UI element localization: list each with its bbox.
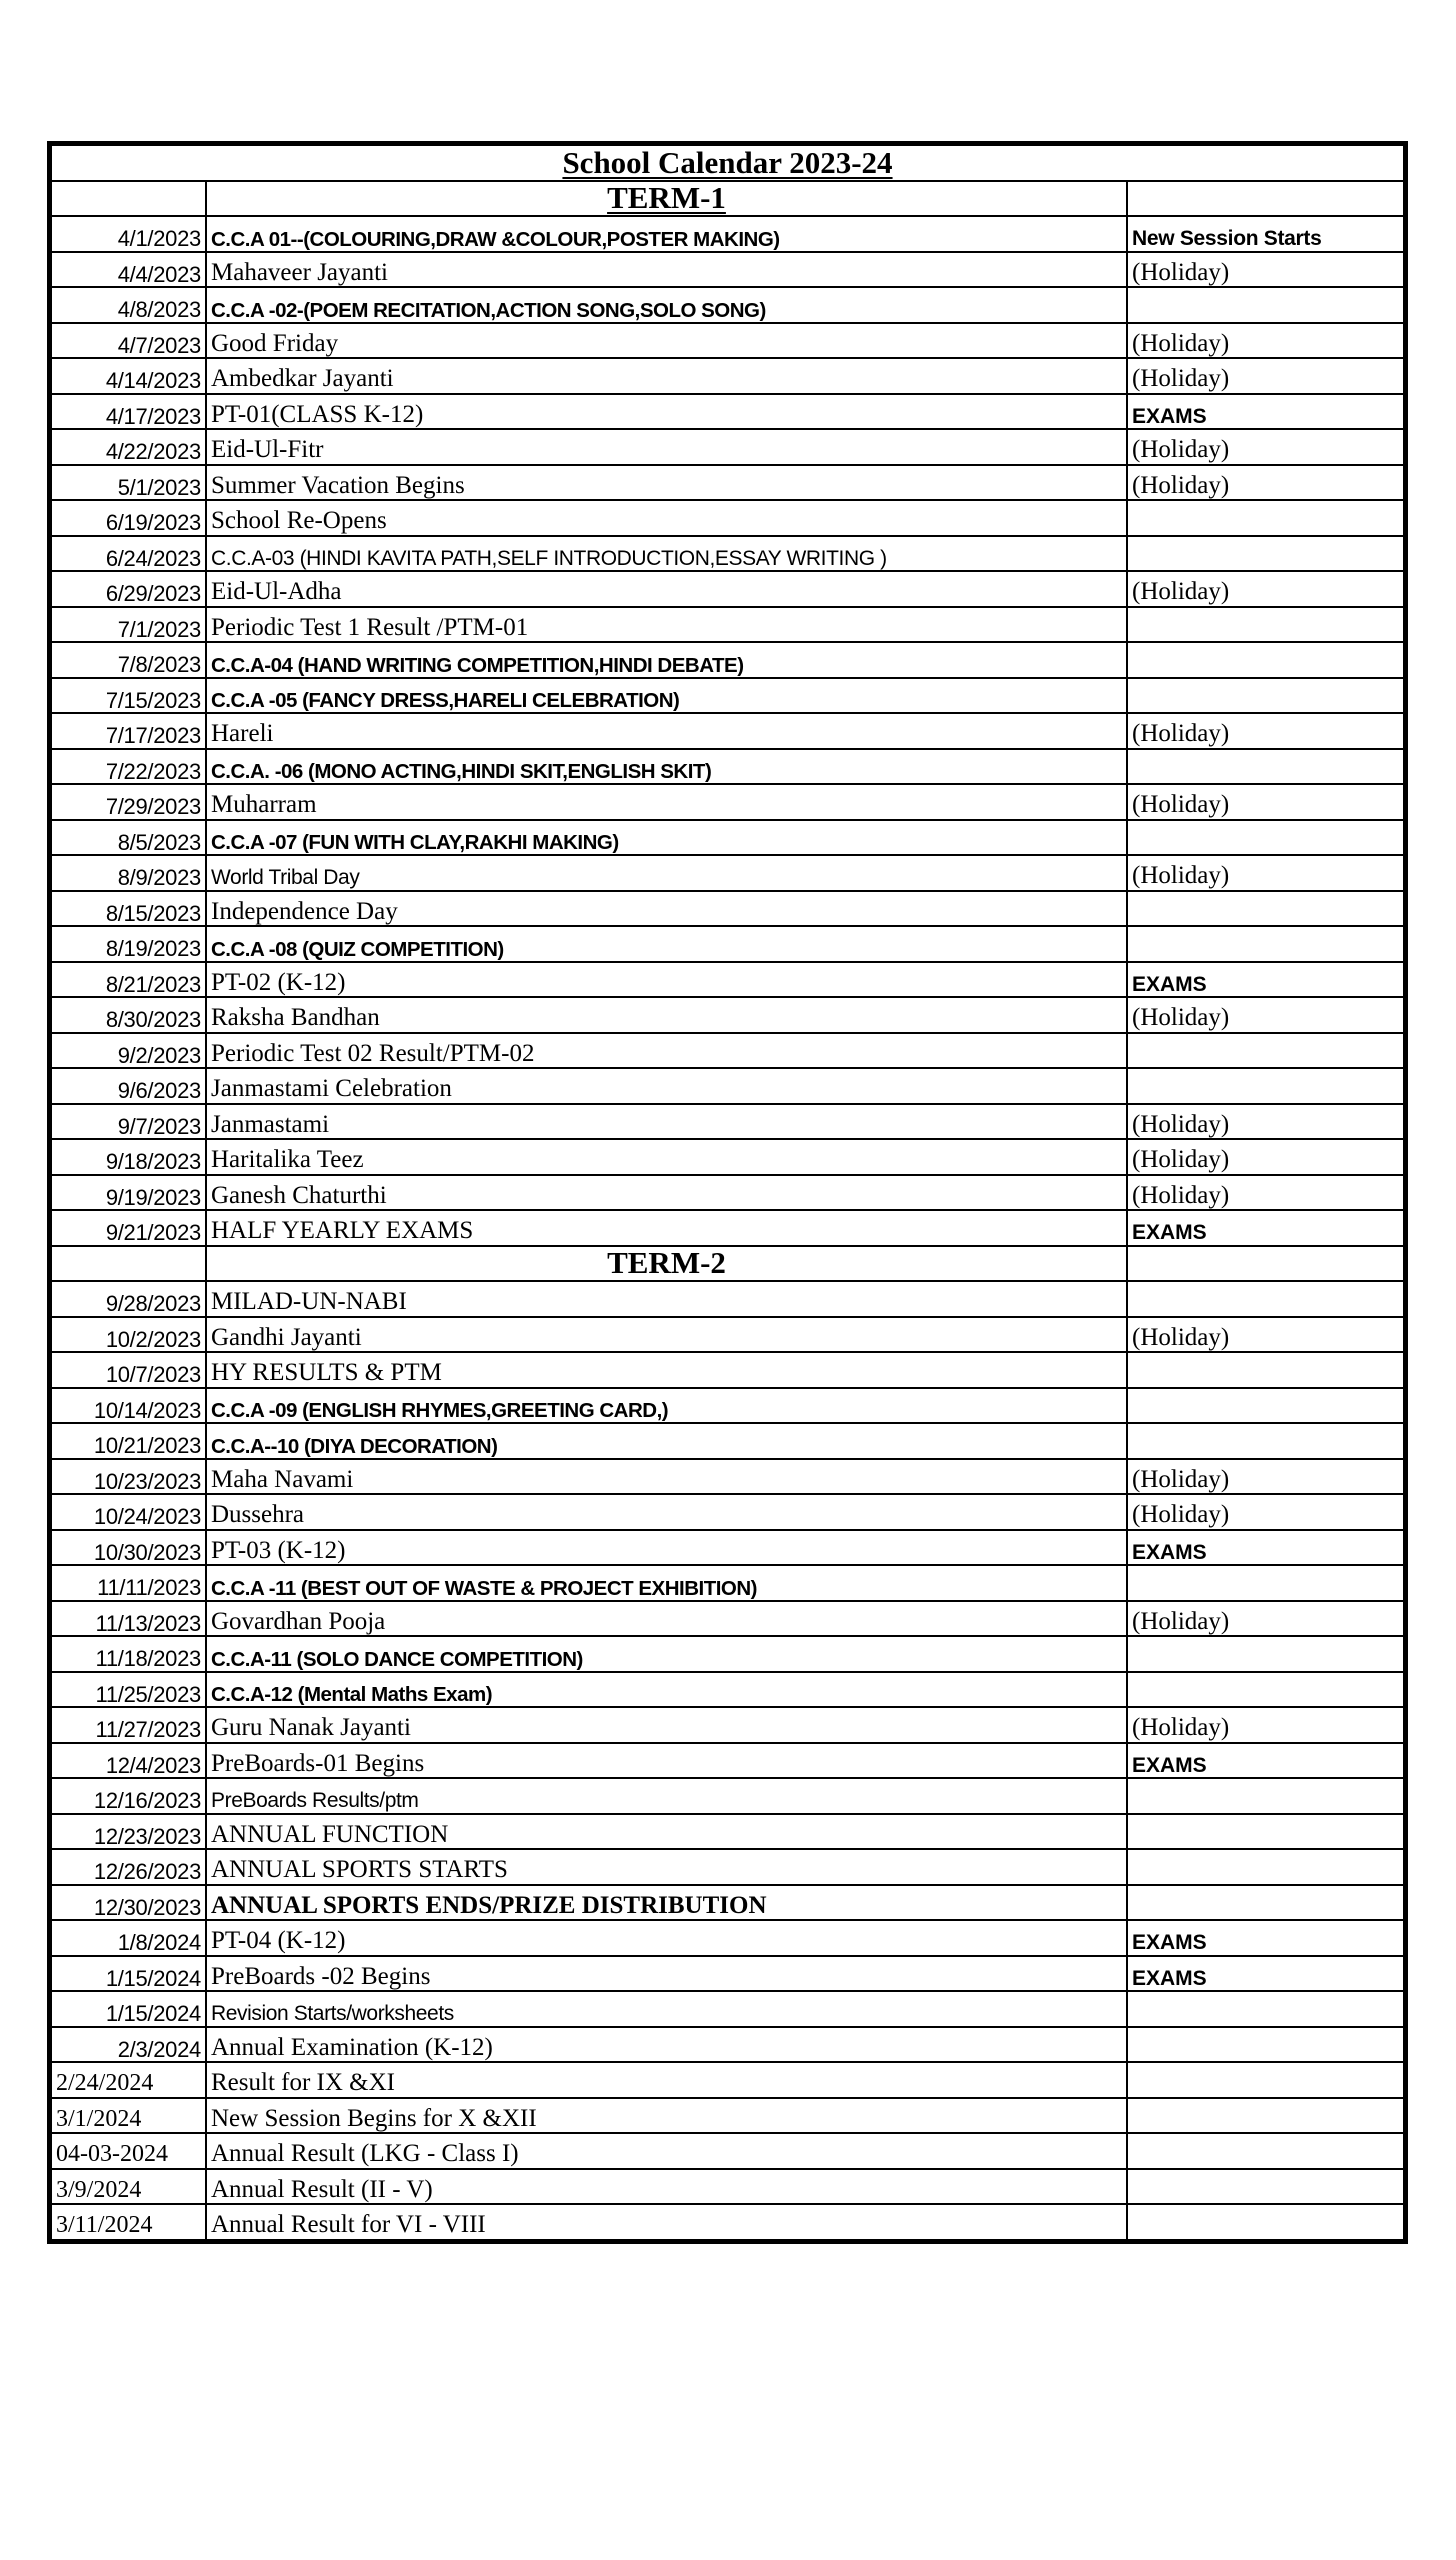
event-description: PreBoards Results/ptm — [206, 1778, 1127, 1814]
holiday-label: (Holiday) — [1127, 855, 1404, 891]
event-date: 1/15/2024 — [51, 1956, 206, 1992]
event-date: 4/14/2023 — [51, 358, 206, 394]
calendar-title-cell — [51, 145, 1404, 181]
event-date: 12/30/2023 — [51, 1885, 206, 1921]
holiday-label: (Holiday) — [1127, 713, 1404, 749]
exams-label: EXAMS — [1127, 1210, 1404, 1246]
event-date: 4/22/2023 — [51, 429, 206, 465]
title-row — [51, 145, 1404, 181]
exams-label: EXAMS — [1127, 962, 1404, 998]
event-description: C.C.A-04 (HAND WRITING COMPETITION,HINDI DEBATE) — [206, 642, 1127, 678]
calendar-row — [51, 1956, 1404, 1992]
event-date: 8/5/2023 — [51, 820, 206, 856]
note-cell — [1127, 820, 1404, 856]
calendar-row — [51, 500, 1404, 536]
note-cell — [1127, 287, 1404, 323]
calendar-row — [51, 1849, 1404, 1885]
calendar-row — [51, 2027, 1404, 2063]
event-date: 11/25/2023 — [51, 1672, 206, 1708]
event-description: Hareli — [206, 713, 1127, 749]
event-date: 2/3/2024 — [51, 2027, 206, 2063]
calendar-row — [51, 2204, 1404, 2240]
event-description: Independence Day — [206, 891, 1127, 927]
event-date: 8/19/2023 — [51, 926, 206, 962]
event-date: 10/7/2023 — [51, 1352, 206, 1388]
calendar-row — [51, 607, 1404, 643]
holiday-label: (Holiday) — [1127, 1104, 1404, 1140]
event-description: C.C.A -02-(POEM RECITATION,ACTION SONG,SOLO SONG) — [206, 287, 1127, 323]
event-date: 9/7/2023 — [51, 1104, 206, 1140]
note-cell — [1127, 1849, 1404, 1885]
event-date: 9/21/2023 — [51, 1210, 206, 1246]
calendar-row — [51, 2098, 1404, 2134]
calendar-row — [51, 1991, 1404, 2027]
event-date: 04-03-2024 — [51, 2133, 206, 2169]
calendar-row — [51, 1388, 1404, 1424]
event-description: PT-02 (K-12) — [206, 962, 1127, 998]
calendar-row — [51, 287, 1404, 323]
calendar-row — [51, 678, 1404, 714]
note-cell — [1127, 2204, 1404, 2240]
event-description: Maha Navami — [206, 1459, 1127, 1495]
event-description: Annual Result for VI - VIII — [206, 2204, 1127, 2240]
event-date: 4/8/2023 — [51, 287, 206, 323]
event-description: New Session Begins for X &XII — [206, 2098, 1127, 2134]
note-cell — [1127, 536, 1404, 572]
calendar-row — [51, 1636, 1404, 1672]
event-description: Annual Result (LKG - Class I) — [206, 2133, 1127, 2169]
event-description: Eid-Ul-Fitr — [206, 429, 1127, 465]
note-cell — [1127, 1778, 1404, 1814]
note-cell — [1127, 2133, 1404, 2169]
event-description: MILAD-UN-NABI — [206, 1281, 1127, 1317]
note-cell — [1127, 2098, 1404, 2134]
event-description: C.C.A--10 (DIYA DECORATION) — [206, 1423, 1127, 1459]
event-description: HALF YEARLY EXAMS — [206, 1210, 1127, 1246]
calendar-row — [51, 1281, 1404, 1317]
calendar-row — [51, 1104, 1404, 1140]
calendar-row — [51, 1423, 1404, 1459]
holiday-label: (Holiday) — [1127, 571, 1404, 607]
event-date: 5/1/2023 — [51, 465, 206, 501]
exams-label: EXAMS — [1127, 1530, 1404, 1566]
term-date-cell — [51, 181, 206, 217]
event-date: 7/1/2023 — [51, 607, 206, 643]
term-label-cell — [206, 1246, 1127, 1282]
holiday-label: (Holiday) — [1127, 1494, 1404, 1530]
holiday-label: (Holiday) — [1127, 429, 1404, 465]
event-date: 4/1/2023 — [51, 216, 206, 252]
calendar-row — [51, 1672, 1404, 1708]
event-description: C.C.A -09 (ENGLISH RHYMES,GREETING CARD,) — [206, 1388, 1127, 1424]
event-date: 10/14/2023 — [51, 1388, 206, 1424]
event-date: 3/1/2024 — [51, 2098, 206, 2134]
event-description: Annual Examination (K-12) — [206, 2027, 1127, 2063]
note-cell — [1127, 500, 1404, 536]
note-cell — [1127, 1068, 1404, 1104]
note-cell — [1127, 678, 1404, 714]
event-description: C.C.A -11 (BEST OUT OF WASTE & PROJECT EXHIBITION) — [206, 1565, 1127, 1601]
event-date: 4/17/2023 — [51, 394, 206, 430]
event-description: C.C.A-03 (HINDI KAVITA PATH,SELF INTRODUCTION,ESSAY WRITING ) — [206, 536, 1127, 572]
school-calendar-sheet — [47, 141, 1408, 2244]
note-cell — [1127, 1636, 1404, 1672]
event-date: 8/30/2023 — [51, 997, 206, 1033]
calendar-row — [51, 465, 1404, 501]
event-date: 9/2/2023 — [51, 1033, 206, 1069]
calendar-row — [51, 1601, 1404, 1637]
calendar-row — [51, 926, 1404, 962]
term-label: TERM-1 — [607, 180, 726, 216]
event-description: C.C.A-11 (SOLO DANCE COMPETITION) — [206, 1636, 1127, 1672]
calendar-row — [51, 1210, 1404, 1246]
term-label-cell — [206, 181, 1127, 217]
calendar-row — [51, 358, 1404, 394]
note-cell — [1127, 926, 1404, 962]
event-description: ANNUAL SPORTS ENDS/PRIZE DISTRIBUTION — [206, 1885, 1127, 1921]
calendar-row — [51, 536, 1404, 572]
calendar-row — [51, 2169, 1404, 2205]
note-cell — [1127, 2027, 1404, 2063]
holiday-label: (Holiday) — [1127, 1601, 1404, 1637]
event-description: HY RESULTS & PTM — [206, 1352, 1127, 1388]
event-date: 8/15/2023 — [51, 891, 206, 927]
holiday-label: (Holiday) — [1127, 1317, 1404, 1353]
calendar-row — [51, 713, 1404, 749]
calendar-row — [51, 1707, 1404, 1743]
event-date: 6/19/2023 — [51, 500, 206, 536]
term-date-cell — [51, 1246, 206, 1282]
note-cell — [1127, 1352, 1404, 1388]
event-date: 10/30/2023 — [51, 1530, 206, 1566]
term-note-cell — [1127, 1246, 1404, 1282]
calendar-row — [51, 571, 1404, 607]
event-description: C.C.A -07 (FUN WITH CLAY,RAKHI MAKING) — [206, 820, 1127, 856]
event-description: PT-04 (K-12) — [206, 1920, 1127, 1956]
event-description: C.C.A -08 (QUIZ COMPETITION) — [206, 926, 1127, 962]
calendar-row — [51, 749, 1404, 785]
exams-label: EXAMS — [1127, 394, 1404, 430]
event-date: 3/11/2024 — [51, 2204, 206, 2240]
event-date: 10/2/2023 — [51, 1317, 206, 1353]
event-description: ANNUAL SPORTS STARTS — [206, 1849, 1127, 1885]
event-description: Annual Result (II - V) — [206, 2169, 1127, 2205]
event-description: Ganesh Chaturthi — [206, 1175, 1127, 1211]
holiday-label: (Holiday) — [1127, 1707, 1404, 1743]
calendar-row — [51, 1352, 1404, 1388]
event-description: C.C.A-12 (Mental Maths Exam) — [206, 1672, 1127, 1708]
event-description: PreBoards-01 Begins — [206, 1743, 1127, 1779]
note-cell — [1127, 1565, 1404, 1601]
holiday-label: (Holiday) — [1127, 1459, 1404, 1495]
event-date: 10/24/2023 — [51, 1494, 206, 1530]
event-description: Muharram — [206, 784, 1127, 820]
calendar-row — [51, 323, 1404, 359]
calendar-row — [51, 1139, 1404, 1175]
calendar-row — [51, 1068, 1404, 1104]
event-description: Summer Vacation Begins — [206, 465, 1127, 501]
event-description: ANNUAL FUNCTION — [206, 1814, 1127, 1850]
note-cell — [1127, 1033, 1404, 1069]
event-date: 6/24/2023 — [51, 536, 206, 572]
term-header-row — [51, 1246, 1404, 1282]
calendar-row — [51, 429, 1404, 465]
calendar-title: School Calendar 2023-24 — [562, 145, 893, 180]
event-date: 11/27/2023 — [51, 1707, 206, 1743]
event-description: C.C.A -05 (FANCY DRESS,HARELI CELEBRATION) — [206, 678, 1127, 714]
calendar-row — [51, 891, 1404, 927]
calendar-row — [51, 997, 1404, 1033]
calendar-row — [51, 1530, 1404, 1566]
event-date: 7/17/2023 — [51, 713, 206, 749]
event-description: Eid-Ul-Adha — [206, 571, 1127, 607]
event-description: Raksha Bandhan — [206, 997, 1127, 1033]
event-description: Janmastami — [206, 1104, 1127, 1140]
event-date: 7/8/2023 — [51, 642, 206, 678]
holiday-label: (Holiday) — [1127, 784, 1404, 820]
event-date: 7/29/2023 — [51, 784, 206, 820]
calendar-row — [51, 1885, 1404, 1921]
event-description: Gandhi Jayanti — [206, 1317, 1127, 1353]
holiday-label: (Holiday) — [1127, 323, 1404, 359]
exams-label: EXAMS — [1127, 1920, 1404, 1956]
term-header-row — [51, 181, 1404, 217]
event-description: Haritalika Teez — [206, 1139, 1127, 1175]
event-description: School Re-Opens — [206, 500, 1127, 536]
event-date: 7/15/2023 — [51, 678, 206, 714]
exams-label: EXAMS — [1127, 1956, 1404, 1992]
event-description: Dussehra — [206, 1494, 1127, 1530]
holiday-label: (Holiday) — [1127, 997, 1404, 1033]
event-description: Ambedkar Jayanti — [206, 358, 1127, 394]
event-date: 12/26/2023 — [51, 1849, 206, 1885]
event-date: 4/4/2023 — [51, 252, 206, 288]
calendar-row — [51, 1565, 1404, 1601]
event-date: 3/9/2024 — [51, 2169, 206, 2205]
note-cell — [1127, 1388, 1404, 1424]
calendar-row — [51, 962, 1404, 998]
note-cell — [1127, 1991, 1404, 2027]
calendar-row — [51, 1459, 1404, 1495]
note-cell — [1127, 1814, 1404, 1850]
event-date: 9/28/2023 — [51, 1281, 206, 1317]
note-cell — [1127, 642, 1404, 678]
event-description: PreBoards -02 Begins — [206, 1956, 1127, 1992]
calendar-row — [51, 2133, 1404, 2169]
holiday-label: (Holiday) — [1127, 465, 1404, 501]
calendar-row — [51, 216, 1404, 252]
holiday-label: (Holiday) — [1127, 1175, 1404, 1211]
event-date: 8/9/2023 — [51, 855, 206, 891]
calendar-row — [51, 820, 1404, 856]
calendar-row — [51, 1033, 1404, 1069]
calendar-table — [50, 144, 1405, 2241]
event-date: 9/6/2023 — [51, 1068, 206, 1104]
event-date: 10/23/2023 — [51, 1459, 206, 1495]
note-cell — [1127, 1672, 1404, 1708]
note-cell — [1127, 607, 1404, 643]
calendar-row — [51, 394, 1404, 430]
calendar-row — [51, 2062, 1404, 2098]
event-description: Result for IX &XI — [206, 2062, 1127, 2098]
event-date: 7/22/2023 — [51, 749, 206, 785]
session-label: New Session Starts — [1127, 216, 1404, 252]
event-description: Govardhan Pooja — [206, 1601, 1127, 1637]
note-cell — [1127, 2169, 1404, 2205]
event-date: 8/21/2023 — [51, 962, 206, 998]
event-date: 12/23/2023 — [51, 1814, 206, 1850]
event-date: 6/29/2023 — [51, 571, 206, 607]
term-label: TERM-2 — [607, 1245, 726, 1281]
event-description: Good Friday — [206, 323, 1127, 359]
event-date: 12/4/2023 — [51, 1743, 206, 1779]
event-description: Mahaveer Jayanti — [206, 252, 1127, 288]
event-date: 11/18/2023 — [51, 1636, 206, 1672]
event-date: 11/13/2023 — [51, 1601, 206, 1637]
event-date: 9/19/2023 — [51, 1175, 206, 1211]
calendar-row — [51, 1317, 1404, 1353]
note-cell — [1127, 1423, 1404, 1459]
event-description: Periodic Test 02 Result/PTM-02 — [206, 1033, 1127, 1069]
event-date: 2/24/2024 — [51, 2062, 206, 2098]
event-date: 10/21/2023 — [51, 1423, 206, 1459]
calendar-row — [51, 252, 1404, 288]
note-cell — [1127, 891, 1404, 927]
event-description: Periodic Test 1 Result /PTM-01 — [206, 607, 1127, 643]
event-description: Revision Starts/worksheets — [206, 1991, 1127, 2027]
calendar-row — [51, 1814, 1404, 1850]
event-description: Janmastami Celebration — [206, 1068, 1127, 1104]
holiday-label: (Holiday) — [1127, 1139, 1404, 1175]
event-date: 1/8/2024 — [51, 1920, 206, 1956]
calendar-row — [51, 855, 1404, 891]
holiday-label: (Holiday) — [1127, 252, 1404, 288]
calendar-row — [51, 1920, 1404, 1956]
note-cell — [1127, 2062, 1404, 2098]
event-description: C.C.A. -06 (MONO ACTING,HINDI SKIT,ENGLISH SKIT) — [206, 749, 1127, 785]
calendar-row — [51, 1175, 1404, 1211]
exams-label: EXAMS — [1127, 1743, 1404, 1779]
note-cell — [1127, 1885, 1404, 1921]
event-date: 1/15/2024 — [51, 1991, 206, 2027]
calendar-row — [51, 642, 1404, 678]
event-description: PT-01(CLASS K-12) — [206, 394, 1127, 430]
event-date: 9/18/2023 — [51, 1139, 206, 1175]
event-description: C.C.A 01--(COLOURING,DRAW &COLOUR,POSTER MAKING) — [206, 216, 1127, 252]
event-date: 4/7/2023 — [51, 323, 206, 359]
calendar-row — [51, 1743, 1404, 1779]
note-cell — [1127, 749, 1404, 785]
term-note-cell — [1127, 181, 1404, 217]
event-description: World Tribal Day — [206, 855, 1127, 891]
calendar-row — [51, 784, 1404, 820]
event-description: PT-03 (K-12) — [206, 1530, 1127, 1566]
calendar-row — [51, 1494, 1404, 1530]
event-date: 11/11/2023 — [51, 1565, 206, 1601]
calendar-row — [51, 1778, 1404, 1814]
event-description: Guru Nanak Jayanti — [206, 1707, 1127, 1743]
note-cell — [1127, 1281, 1404, 1317]
holiday-label: (Holiday) — [1127, 358, 1404, 394]
event-date: 12/16/2023 — [51, 1778, 206, 1814]
